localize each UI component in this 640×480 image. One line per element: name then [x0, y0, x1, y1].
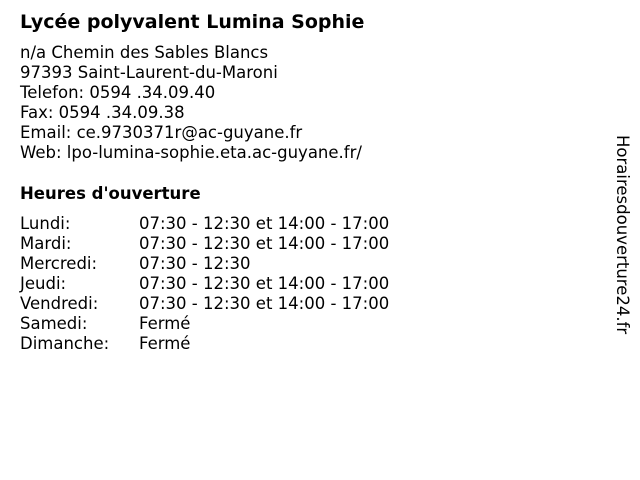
address-line-2: 97393 Saint-Laurent-du-Maroni [20, 63, 278, 82]
day-label: Dimanche: [20, 334, 110, 353]
fax-line: Fax: 0594 .34.09.38 [20, 103, 185, 122]
day-hours: Fermé [139, 334, 191, 353]
day-hours: 07:30 - 12:30 [139, 254, 251, 273]
address-line-1: n/a Chemin des Sables Blancs [20, 43, 269, 62]
day-label: Vendredi: [20, 294, 99, 313]
day-hours: Fermé [139, 314, 191, 333]
day-label: Lundi: [20, 214, 71, 233]
web-line: Web: lpo-lumina-sophie.eta.ac-guyane.fr/ [20, 143, 362, 162]
contact-block [20, 43, 362, 163]
day-label: Mercredi: [20, 254, 98, 273]
email-line: Email: ce.9730371r@ac-guyane.fr [20, 123, 303, 142]
hours-heading: Heures d'ouverture [20, 184, 201, 203]
site-watermark-text: Horairesdouverture24.fr [613, 135, 632, 335]
day-hours: 07:30 - 12:30 et 14:00 - 17:00 [139, 274, 390, 293]
day-hours: 07:30 - 12:30 et 14:00 - 17:00 [139, 234, 390, 253]
day-label: Jeudi: [20, 274, 67, 293]
day-hours: 07:30 - 12:30 et 14:00 - 17:00 [139, 214, 390, 233]
day-hours: 07:30 - 12:30 et 14:00 - 17:00 [139, 294, 390, 313]
day-label: Samedi: [20, 314, 88, 333]
phone-line: Telefon: 0594 .34.09.40 [20, 83, 216, 102]
page-title: Lycée polyvalent Lumina Sophie [20, 11, 365, 33]
day-label: Mardi: [20, 234, 72, 253]
